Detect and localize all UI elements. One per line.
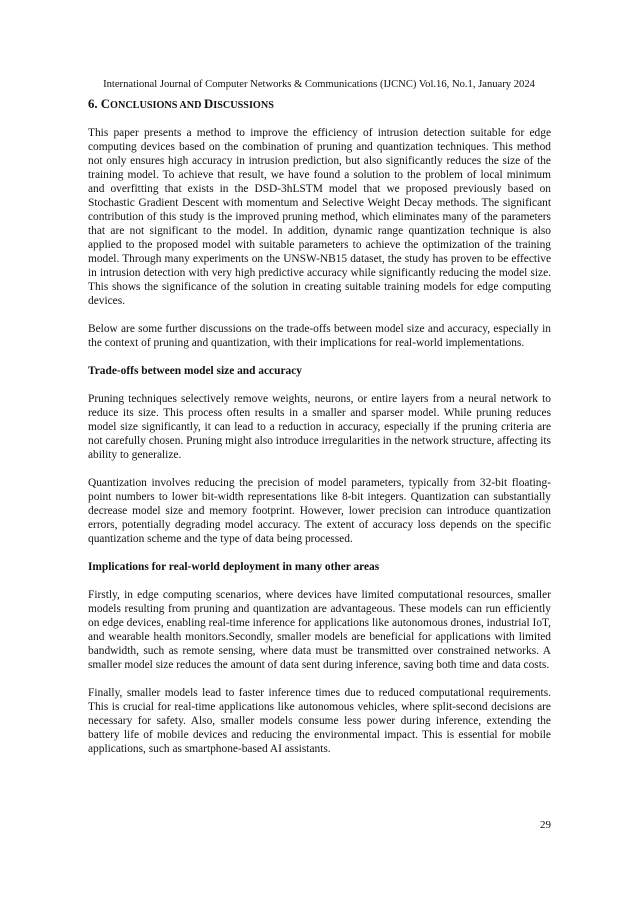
subheading-implications: Implications for real-world deployment in many other areas (88, 561, 380, 573)
paragraph-discussion-intro: Below are some further discussions on the trade-offs between model size and accuracy, especially in the context of pruning and quantization, with their implications for real-world implementations. (88, 323, 551, 349)
paragraph-quantization: Quantization involves reducing the precision of model parameters, typically from 32-bit floating-point numbers to lower bit-width representations like 8-bit integers. Quantization can substantially decrease model size and memory footprint. However, lower precision can introduce quantization errors, potentially degrading model accuracy. The extent of accuracy loss depends on the specific quantization scheme and the type of data being processed. (88, 477, 551, 545)
paragraph-edge-computing: Firstly, in edge computing scenarios, where devices have limited computational resources, smaller models resulting from pruning and quantization are advantageous. These models can run efficiently on edge devices, enabling real-time inference for applications like autonomous drones, industrial IoT, and wearable health monitors.Secondly, smaller models are beneficial for applications with limited bandwidth, such as remote sensing, where data must be transmitted over constrained networks. A smaller model size reduces the amount of data sent during inference, saving both time and data costs. (88, 589, 551, 671)
section-title-smallcaps-1: ONCLUSIONS AND (110, 100, 205, 111)
paragraph-inference-times: Finally, smaller models lead to faster inference times due to reduced computational requirements. This is crucial for real-time applications like autonomous vehicles, where split-second decisions are necessary for safety. Also, smaller models consume less power during inference, extending the battery life of mobile devices and reducing the environmental impact. This is essential for mobile applications, such as smartphone-based AI assistants. (88, 687, 551, 755)
section-title-lead: 6. C (88, 97, 111, 111)
page-content (88, 96, 551, 770)
paragraph-conclusion: This paper presents a method to improve the efficiency of intrusion detection suitable for edge computing devices based on the combination of pruning and quantization techniques. This method not only ensures high accuracy in intrusion prediction, but also significantly reduces the size of the training model. To achieve that result, we have found a solution to the problem of local minimum and overfitting that exists in the DSD-3hLSTM model that we proposed previously based on Stochastic Gradient Descent with momentum and Selective Weight Decay methods. The significant contribution of this study is the improved pruning method, which eliminates many of the parameters that are not significant to the model. In addition, dynamic range quantization technique is also applied to the proposed model with suitable parameters to achieve the optimization of the training model. Through many experiments on the UNSW-NB15 dataset, the study has proven to be effective in intrusion detection with very high predictive accuracy while significantly reducing the model size. This shows the significance of the solution in creating suitable training models for edge computing devices. (88, 127, 551, 307)
running-header: International Journal of Computer Networks & Communications (IJCNC) Vol.16, No.1, January 2024 (103, 79, 535, 90)
page-number: 29 (540, 819, 551, 831)
section-title (88, 96, 551, 114)
paragraph-pruning: Pruning techniques selectively remove weights, neurons, or entire layers from a neural network to reduce its size. This process often results in a smaller and sparser model. While pruning reduces model size significantly, it can lead to a reduction in accuracy, especially if the pruning criteria are not carefully chosen. Pruning might also introduce irregularities in the network structure, affecting its ability to generalize. (88, 393, 551, 461)
section-title-cap-2: D (204, 97, 214, 111)
subheading-tradeoffs: Trade-offs between model size and accuracy (88, 365, 302, 377)
section-title-smallcaps-2: ISCUSSIONS (213, 100, 274, 111)
